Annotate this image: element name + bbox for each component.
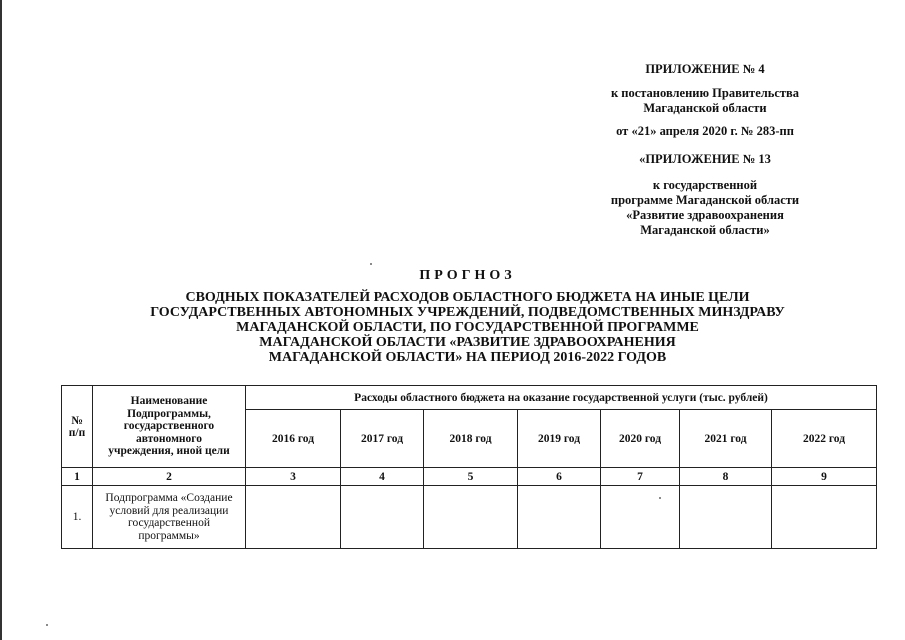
appendix-decree-line1: к постановлению Правительства (610, 86, 800, 100)
column-number: 6 (518, 468, 601, 486)
scan-speck (46, 624, 48, 626)
column-numbers-row (62, 468, 877, 486)
row-name (93, 486, 246, 549)
header-year: 2020 год (601, 410, 680, 468)
column-number: 1 (62, 468, 93, 486)
table-row (62, 486, 877, 549)
header-year: 2018 год (424, 410, 518, 468)
header-name-line: учреждения, иной цели (108, 445, 230, 458)
column-number: 8 (680, 468, 772, 486)
header-year: 2016 год (246, 410, 341, 468)
title-line: МАГАДАНСКОЙ ОБЛАСТИ, ПО ГОСУДАРСТВЕННОЙ ПРОГРАММЕ (236, 320, 699, 335)
header-num-line2: п/п (68, 426, 86, 439)
appendix-program-line2: программе Магаданской области (610, 193, 800, 207)
title-line: ГОСУДАРСТВЕННЫХ АВТОНОМНЫХ УЧРЕЖДЕНИЙ, ПОДВЕДОМСТВЕННЫХ МИНЗДРАВУ (150, 305, 785, 320)
row-name-line: государственной (128, 517, 210, 529)
forecast-table (61, 385, 877, 549)
appendix-program-ref (560, 178, 850, 238)
row-name-line: программы» (138, 529, 200, 542)
column-number: 9 (772, 468, 877, 486)
scan-speck (370, 263, 372, 265)
appendix-decree-line2: Магаданской области (643, 101, 767, 115)
appendix-number: ПРИЛОЖЕНИЕ № 4 (645, 62, 765, 76)
document-title (60, 268, 875, 365)
header-year: 2021 год (680, 410, 772, 468)
title-line: СВОДНЫХ ПОКАЗАТЕЛЕЙ РАСХОДОВ ОБЛАСТНОГО БЮДЖЕТА НА ИНЫЕ ЦЕЛИ (185, 290, 750, 305)
page-edge-line (0, 0, 2, 640)
title-heading: ПРОГНОЗ (419, 268, 516, 283)
appendix-program-line1: к государственной (652, 178, 758, 192)
row-value-2018 (424, 486, 518, 549)
appendix-decree-date: от «21» апреля 2020 г. № 283-пп (616, 124, 794, 138)
column-number: 4 (341, 468, 424, 486)
column-number: 5 (424, 468, 518, 486)
column-number: 2 (93, 468, 246, 486)
header-name (93, 386, 246, 468)
row-name-line: Подпрограмма «Создание (105, 492, 233, 504)
header-name-line: автономного (136, 432, 202, 445)
appendix-program-line3: «Развитие здравоохранения (626, 208, 784, 222)
row-value-2016 (246, 486, 341, 549)
appendix-program-line4: Магаданской области» (640, 223, 770, 237)
scan-speck (659, 497, 661, 499)
column-number: 3 (246, 468, 341, 486)
appendix-original-number: «ПРИЛОЖЕНИЕ № 13 (639, 152, 771, 166)
header-expenses: Расходы областного бюджета на оказание государственной услуги (тыс. рублей) (246, 386, 877, 410)
header-name-line: Наименование (130, 395, 208, 408)
header-name-line: Подпрограммы, (127, 407, 211, 420)
appendix-decree-ref (560, 86, 850, 116)
row-name-line: условий для реализации (109, 504, 229, 517)
header-name-line: государственного (123, 420, 215, 433)
title-line: МАГАДАНСКОЙ ОБЛАСТИ «РАЗВИТИЕ ЗДРАВООХРАНЕНИЯ (259, 335, 676, 350)
header-year: 2022 год (772, 410, 877, 468)
row-number: 1. (62, 486, 93, 549)
title-line: МАГАДАНСКОЙ ОБЛАСТИ» НА ПЕРИОД 2016-2022 ГОДОВ (268, 350, 667, 365)
column-number: 7 (601, 468, 680, 486)
row-value-2020 (601, 486, 680, 549)
row-value-2017 (341, 486, 424, 549)
row-value-2019 (518, 486, 601, 549)
header-year: 2019 год (518, 410, 601, 468)
row-value-2021 (680, 486, 772, 549)
header-year: 2017 год (341, 410, 424, 468)
header-num-line1: № (71, 414, 83, 427)
header-row-number (62, 386, 93, 468)
row-value-2022 (772, 486, 877, 549)
